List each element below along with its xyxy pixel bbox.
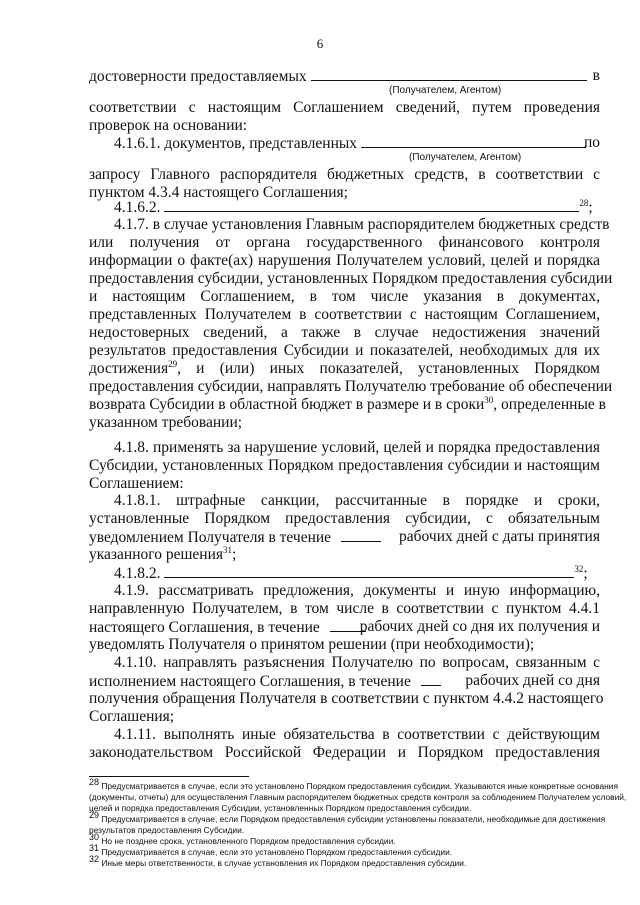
text-fragment: в — [592, 67, 600, 84]
text-fragment: , определенные в — [493, 396, 606, 413]
footnote-text: Предусматривается в случае, если Порядком предоставления субсидии установлены показатели, необходимые для достижения — [101, 814, 606, 824]
text-fragment: настоящего Соглашения, в течение — [89, 619, 320, 636]
line-6: пунктом 4.3.4 настоящего Соглашения; — [89, 184, 348, 201]
text-fragment: рабочих дней со дня их получения и — [359, 618, 600, 635]
blank-field — [164, 564, 574, 578]
footnote-ref: 28 — [579, 197, 589, 208]
footnote-separator — [89, 776, 249, 777]
page-number: 6 — [316, 36, 324, 51]
field-caption: (Получателем, Агентом) — [409, 152, 522, 163]
footnote-30 — [89, 832, 600, 847]
line-7 — [89, 198, 600, 217]
text-fragment: ; — [232, 546, 237, 563]
text-fragment: уведомлением Получателя в течение — [89, 529, 332, 546]
line-2: соответствии с настоящим Соглашением сведений, путем проведения — [89, 99, 600, 116]
text-fragment: достижения — [89, 360, 169, 377]
footnote-31 — [89, 843, 600, 858]
text-fragment: , и (или) иных показателей, установленных Порядком — [177, 360, 600, 377]
line-4 — [89, 134, 600, 153]
text-fragment: 4.1.6.2. — [114, 199, 161, 216]
line-27 — [89, 564, 600, 583]
line-22: Соглашением: — [89, 475, 184, 492]
field-caption: (Получателем, Агентом) — [389, 85, 502, 96]
line-30 — [89, 618, 600, 637]
line-37: законодательством Российской Федерации и Порядком предоставления — [89, 744, 600, 761]
text-fragment: возврата Субсидии в областной бюджет в размере и в сроки — [89, 396, 485, 413]
text-fragment: достоверности предоставляемых — [89, 68, 307, 85]
text-fragment: 4.1.6.1. документов, представленных — [114, 135, 358, 152]
line-17: предоставления субсидии, направлять Получателю требование об обеспечении — [89, 378, 613, 395]
text-fragment: рабочих дней со дня — [465, 672, 600, 689]
footnote-text: Иные меры ответственности, в случае установления их Порядком предоставления субсидии. — [101, 858, 467, 868]
line-14: недостоверных сведений, а также в случае недостижения значений — [89, 324, 600, 341]
line-21: Субсидии, установленных Порядком предоставления субсидии и настоящим — [89, 457, 600, 474]
line-10: информации о факте(ах) нарушения Получателем условий, целей и порядка — [89, 252, 600, 269]
line-19: указанном требовании; — [89, 414, 243, 431]
footnote-29 — [89, 810, 606, 825]
line-13: представленных Получателем в соответствии с настоящим Соглашением, — [89, 306, 600, 323]
footnote-text: Но не позднее срока, установленного Порядком предоставления субсидии. — [101, 836, 396, 846]
text-fragment: ; — [583, 565, 588, 582]
footnote-29-line-2: результатов предоставления Субсидии. — [89, 825, 245, 835]
footnote-ref: 30 — [484, 394, 494, 405]
footnote-number: 29 — [89, 810, 100, 821]
line-32: 4.1.10. направлять разъяснения Получателю по вопросам, связанным с — [114, 654, 600, 671]
line-3: проверок на основании: — [89, 117, 248, 134]
footnote-28 — [89, 777, 619, 792]
line-24: установленные Порядком предоставления субсидии, с обязательным — [89, 510, 600, 527]
line-33 — [89, 672, 600, 691]
line-34: получения обращения Получателя в соответствии с пунктом 4.4.2 настоящего — [89, 690, 604, 707]
line-18 — [89, 394, 606, 414]
line-15: результатов предоставления Субсидии и показателей, необходимых для их — [89, 342, 600, 359]
footnote-32 — [89, 854, 600, 869]
line-12: и настоящим Соглашением, в том числе указания в документах, — [89, 288, 600, 305]
footnote-number: 31 — [89, 843, 100, 854]
footnote-number: 32 — [89, 854, 100, 865]
line-31: уведомлять Получателя о принятом решении (при необходимости); — [89, 636, 535, 653]
line-28: 4.1.9. рассматривать предложения, документы и иную информацию, — [114, 582, 600, 599]
text-fragment: ; — [588, 199, 593, 216]
line-20: 4.1.8. применять за нарушение условий, целей и порядка предоставления — [114, 439, 600, 456]
footnote-ref: 32 — [574, 563, 584, 574]
line-36: 4.1.11. выполнять иные обязательства в соответствии с действующим — [114, 726, 600, 743]
blank-field — [164, 198, 579, 212]
footnote-28-line-2: (документы, отчеты) для осуществления Главным распорядителем бюджетных средств контроля за соблюдением Получателем условий, — [89, 792, 627, 802]
text-fragment: рабочих дней с даты принятия — [399, 528, 600, 545]
line-11: предоставления субсидии, установленных Порядком предоставления субсидии — [89, 270, 613, 287]
footnote-text: Предусматривается в случае, если это установлено Порядком предоставления субсидии. — [101, 847, 453, 857]
footnote-number: 30 — [89, 832, 100, 843]
text-fragment: 4.1.8.2. — [114, 565, 161, 582]
footnote-ref: 31 — [223, 544, 233, 555]
text-fragment: по — [583, 134, 600, 151]
blank-field — [421, 672, 441, 686]
line-25 — [89, 528, 600, 547]
footnote-28-line-3: целей и порядка предоставления Субсидии, установленных Порядком предоставления субсидии. — [89, 803, 472, 813]
line-35: Соглашения; — [89, 708, 175, 725]
line-23: 4.1.8.1. штрафные санкции, рассчитанные в порядке и сроки, — [114, 492, 600, 509]
line-8: 4.1.7. в случае установления Главным распорядителем бюджетных средств — [114, 216, 610, 233]
line-9: или получения от органа государственного финансового контроля — [89, 234, 600, 251]
footnote-ref: 29 — [168, 358, 178, 369]
line-16 — [89, 360, 600, 378]
line-26 — [89, 546, 600, 564]
text-fragment: указанного решения — [89, 546, 224, 563]
footnote-text: Предусматривается в случае, если это установлено Порядком предоставления субсидии. Указываются иные конкретные основания — [101, 781, 619, 791]
blank-field — [311, 67, 587, 81]
blank-field — [361, 134, 586, 148]
footnote-number: 28 — [89, 777, 100, 788]
line-5: запросу Главного распорядителя бюджетных средств, в соответствии с — [89, 166, 600, 183]
blank-field — [341, 528, 381, 542]
text-fragment: исполнением настоящего Соглашения, в течение — [89, 673, 411, 690]
line-1 — [89, 67, 600, 86]
line-29: направленную Получателем, в том числе в соответствии с пунктом 4.4.1 — [89, 600, 600, 617]
